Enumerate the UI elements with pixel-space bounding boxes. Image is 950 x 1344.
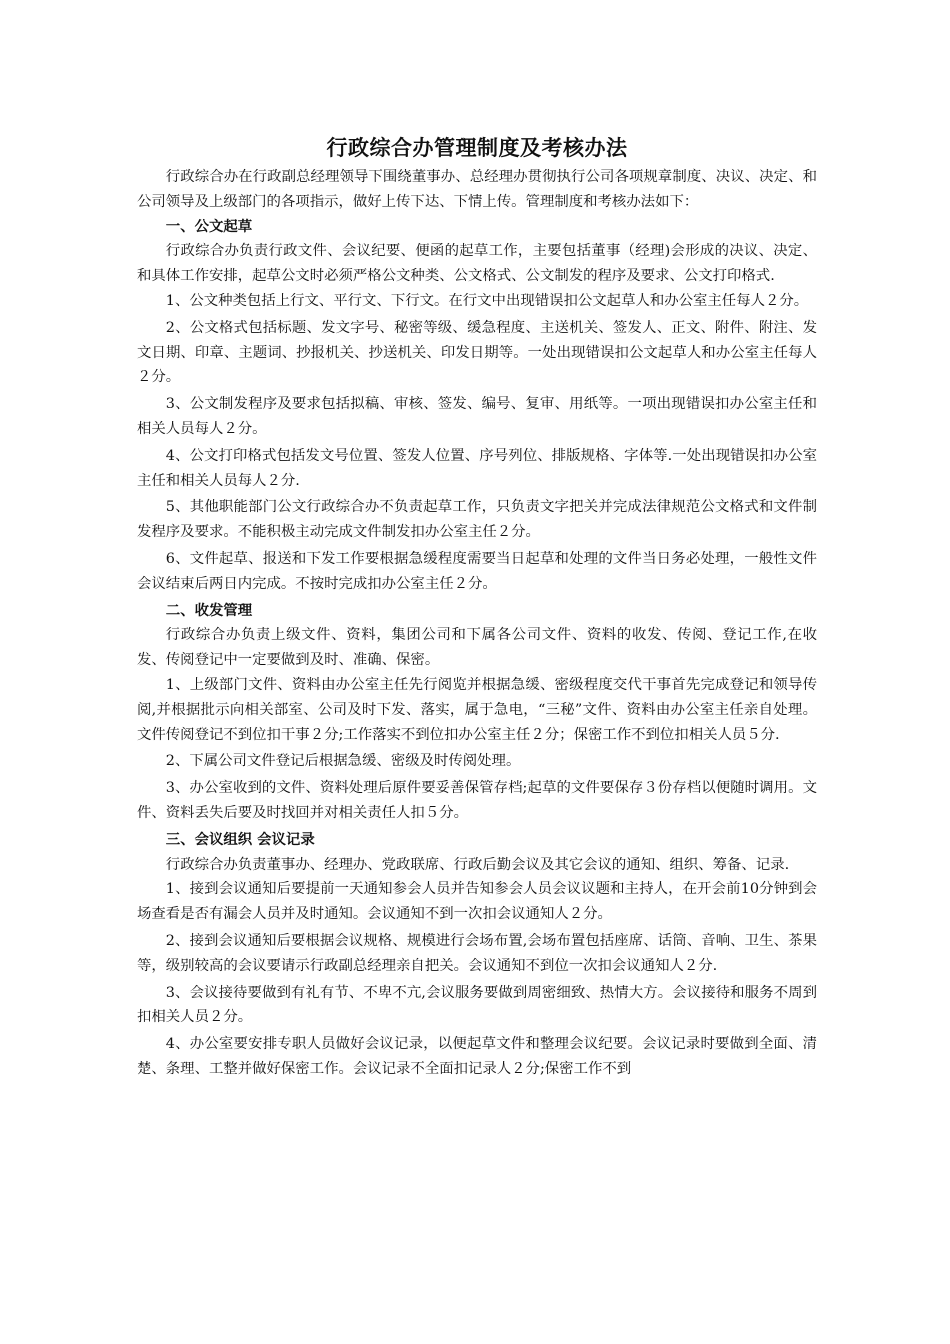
section-heading: 一、公文起草 [165, 217, 253, 235]
clause-item: 3、办公室收到的文件、资料处理后原件要妥善保管存档;起草的文件要保存３份存档以便随时调用。文件、资料丢失后要及时找回并对相关责任人扣５分。 [137, 780, 817, 821]
section-meetings [137, 828, 817, 1082]
clause-item: 1、上级部门文件、资料由办公室主任先行阅览并根据急缓、密级程度交代干事首先完成登记和领导传阅,并根据批示向相关部室、公司及时下发、落实，属于急电，“三秘”文件、资料由办公室主任亲自处理。文件传阅登记不到位扣干事２分;工作落实不到位扣办公室主任２分；保密工作不到位扣相关人员５分. [137, 676, 817, 743]
clause-item: 3、公文制发程序及要求包括拟稿、审核、签发、编号、复审、用纸等。一项出现错误扣办公室主任和相关人员每人２分。 [137, 396, 817, 437]
section-intro: 行政综合办负责行政文件、会议纪要、便函的起草工作，主要包括董事（经理)会形成的决议、决定、和具体工作安排，起草公文时必须严格公文种类、公文格式、公文制发的程序及要求、公文打印格式. [137, 243, 817, 285]
section-drafting [137, 215, 817, 597]
clause-item: 4、办公室要安排专职人员做好会议记录，以便起草文件和整理会议纪要。会议记录时要做到全面、清楚、条理、工整并做好保密工作。会议记录不全面扣记录人２分;保密工作不到 [137, 1036, 817, 1077]
clause-item: 4、公文打印格式包括发文号位置、签发人位置、序号列位、排版规格、字体等.一处出现错误扣办公室主任和相关人员每人２分. [137, 447, 817, 489]
clause-item: 5、其他职能部门公文行政综合办不负责起草工作，只负责文字把关并完成法律规范公文格式和文件制发程序及要求。不能积极主动完成文件制发扣办公室主任２分。 [137, 499, 817, 541]
clause-item: 2、下属公司文件登记后根据急缓、密级及时传阅处理。 [165, 753, 521, 770]
clause-item: 2、接到会议通知后要根据会议规格、规模进行会场布置,会场布置包括座席、话筒、音响、卫生、茶果等，级别较高的会议要请示行政副总经理亲自把关。会议通知不到位一次扣会议通知人２分. [137, 932, 817, 974]
section-intro: 行政综合办负责董事办、经理办、党政联席、行政后勤会议及其它会议的通知、组织、筹备、记录. [165, 856, 790, 873]
section-intro: 行政综合办负责上级文件、资料，集团公司和下属各公司文件、资料的收发、传阅、登记工作,在收发、传阅登记中一定要做到及时、准确、保密。 [137, 627, 817, 669]
section-heading: 二、收发管理 [165, 601, 253, 619]
clause-item: 1、公文种类包括上行文、平行文、下行文。在行文中出现错误扣公文起草人和办公室主任每人２分。 [165, 292, 809, 309]
clause-item: 1、接到会议通知后要提前一天通知参会人员并告知参会人员会议议题和主持人，在开会前10分钟到会场查看是否有漏会人员并及时通知。会议通知不到一次扣会议通知人２分。 [137, 881, 817, 923]
clause-item: 2、公文格式包括标题、发文字号、秘密等级、缓急程度、主送机关、签发人、正文、附件、附注、发文日期、印章、主题词、抄报机关、抄送机关、印发日期等。一处出现错误扣公文起草人和办公室主任每人２分。 [137, 319, 817, 386]
document-title: 行政综合办管理制度及考核办法 [326, 135, 628, 160]
clause-item: 6、文件起草、报送和下发工作要根据急缓程度需要当日起草和处理的文件当日务必处理，一般性文件会议结束后两日内完成。不按时完成扣办公室主任２分。 [137, 550, 817, 592]
section-dispatch [137, 599, 817, 826]
document-intro: 行政综合办在行政副总经理领导下围绕董事办、总经理办贯彻执行公司各项规章制度、决议、决定、和公司领导及上级部门的各项指示，做好上传下达、下情上传。管理制度和考核办法如下： [137, 169, 817, 210]
document-page [137, 133, 817, 1084]
section-heading: 三、会议组织 会议记录 [165, 830, 315, 848]
clause-item: 3、会议接待要做到有礼有节、不卑不亢,会议服务要做到周密细致、热情大方。会议接待和服务不周到扣相关人员２分。 [137, 984, 817, 1026]
